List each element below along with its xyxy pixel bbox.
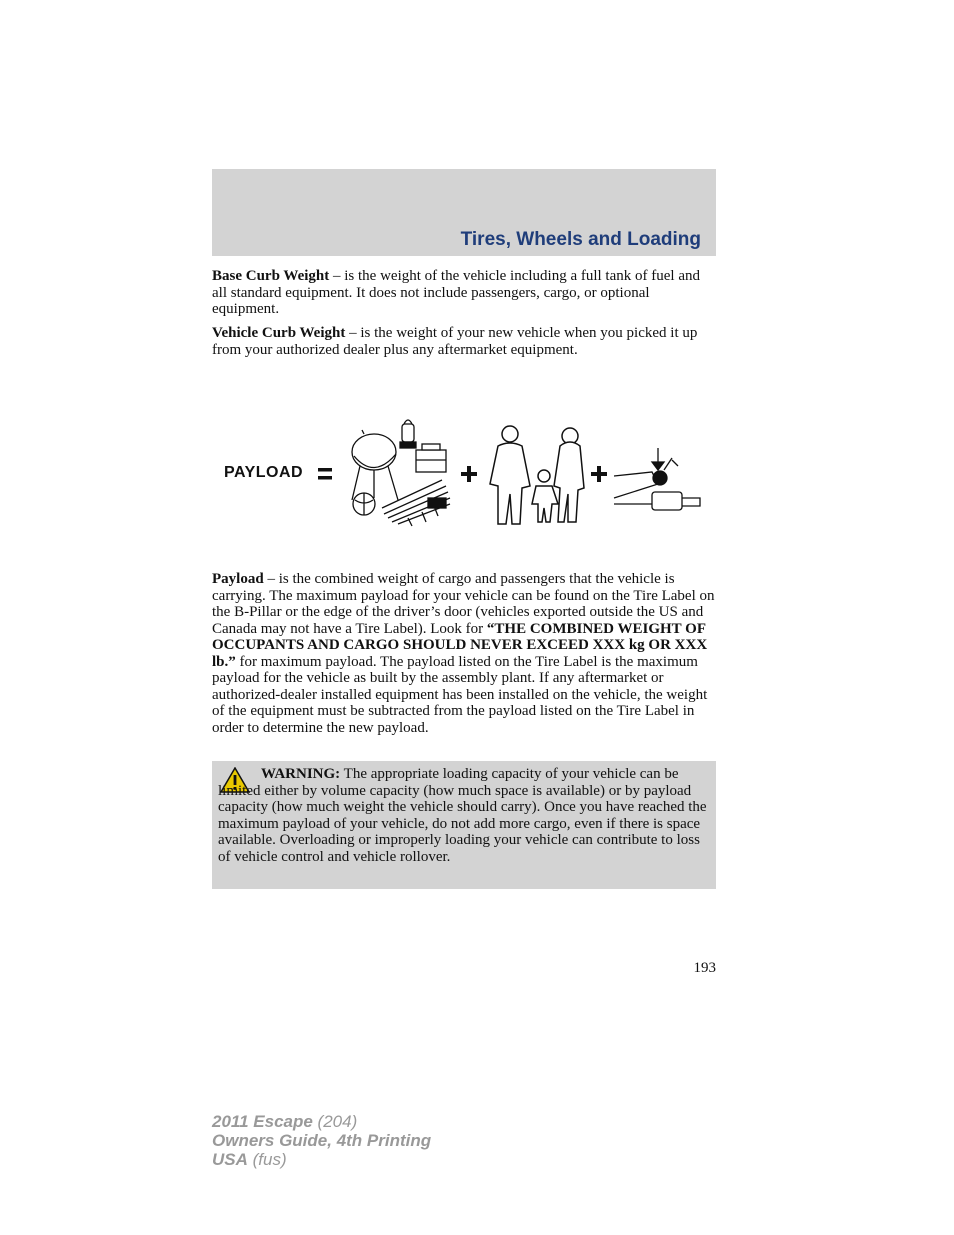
vehicle-curb-weight-definition: – is the weight of your new vehicle when you picked it up from your authorized dealer plus any aftermarket equipment.	[212, 325, 698, 358]
payload-diagram	[212, 408, 716, 534]
page-number: 193	[693, 960, 716, 976]
cargo-items-icon	[352, 420, 450, 526]
footer-line-printing: Owners Guide, 4th Printing	[212, 1131, 432, 1150]
base-curb-weight-definition: – is the weight of the vehicle including a full tank of fuel and all standard equipment. It does not include passengers, cargo, or optional equipment.	[212, 268, 700, 317]
vehicle-curb-weight-paragraph	[212, 325, 717, 358]
document-footer	[212, 1112, 431, 1169]
warning-box	[212, 761, 716, 889]
section-header-band	[212, 169, 716, 256]
payload-paragraph	[212, 571, 717, 736]
payload-tire-label-quote: “THE COMBINED WEIGHT OF OCCUPANTS AND CARGO SHOULD NEVER EXCEED XXX kg OR XXX lb.”	[212, 620, 708, 670]
trailer-hitch-icon	[614, 448, 700, 510]
section-title: Tires, Wheels and Loading	[460, 229, 701, 250]
plus-sign-icon	[591, 466, 607, 482]
payload-definition-part2: for maximum payload. The payload listed on the Tire Label is the maximum payload for the vehicle as built by the assembly plant. If any aftermarket or authorized-dealer installed equipment has been installed on the vehicle, the weight of the equipment must be subtracted from the payload listed on the Tire Label in order to determine the new payload.	[212, 653, 708, 736]
base-curb-weight-term: Base Curb Weight	[212, 268, 330, 284]
footer-line-region: USA (fus)	[212, 1150, 287, 1169]
occupants-icon	[490, 426, 584, 524]
payload-illustration	[212, 408, 716, 534]
base-curb-weight-paragraph	[212, 268, 717, 318]
footer-line-model: 2011 Escape (204)	[212, 1112, 358, 1131]
warning-text	[218, 766, 710, 865]
warning-body: The appropriate loading capacity of your vehicle can be limited either by volume capacity (how much space is available) or by payload capacity (how much weight the vehicle should carry). Once you have reached the maximum payload of your vehicle, do not add more cargo, even if there is space available. Overloading or improperly loading your vehicle can contribute to loss of vehicle control and vehicle rollover.	[218, 766, 707, 865]
payload-definition-part1: – is the combined weight of cargo and passengers that the vehicle is carrying. The maximum payload for your vehicle can be found on the Tire Label on the B-Pillar or the edge of the driver’s door (vehicles exported outside the US and Canada may not have a Tire Label). Look for	[212, 571, 715, 637]
plus-sign-icon	[461, 466, 477, 482]
payload-term: Payload	[212, 571, 264, 587]
equals-sign-icon	[318, 468, 332, 480]
warning-label: WARNING:	[261, 766, 341, 782]
vehicle-curb-weight-term: Vehicle Curb Weight	[212, 325, 346, 341]
payload-label: PAYLOAD	[224, 464, 304, 481]
